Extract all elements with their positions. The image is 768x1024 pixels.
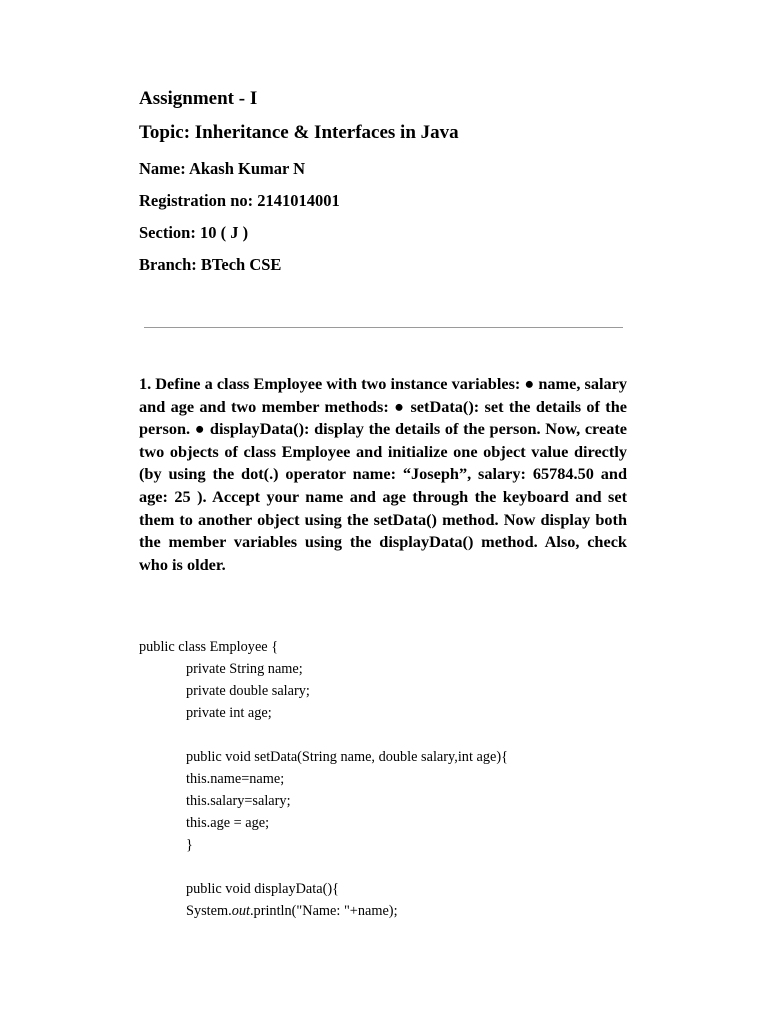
code-fragment-italic: out: [231, 903, 250, 919]
document-header: [139, 86, 629, 276]
code-blank-line: [139, 856, 639, 878]
code-line: public void displayData(){: [186, 881, 339, 897]
code-line: private int age;: [186, 705, 272, 721]
code-line: private String name;: [186, 661, 303, 677]
code-blank-line: [139, 724, 639, 746]
code-fragment: System.: [186, 903, 232, 919]
code-block: [139, 636, 639, 922]
horizontal-divider: [144, 327, 623, 328]
student-name: Name: Akash Kumar N: [139, 159, 306, 178]
code-line: [139, 900, 639, 922]
question-text: 1. Define a class Employee with two instance variables: ● name, salary and age and two member methods: ● setData(): set the details of the person. ● displayData(): display the details of the person. Now, create two objects of class Employee and initialize one object value directly (by using the dot(.) operator name: “Joseph”, salary: 65784.50 and age: 25 ). Accept your name and age through the keyboard and set them to another object using the setData() method. Now display both the member variables using the displayData() method. Also, check who is older.: [139, 374, 627, 574]
code-line: this.age = age;: [186, 815, 270, 831]
code-line: public void setData(String name, double salary,int age){: [186, 749, 508, 765]
branch-label: Branch: BTech CSE: [139, 255, 282, 274]
topic-heading: Topic: Inheritance & Interfaces in Java: [139, 122, 459, 143]
code-line: this.salary=salary;: [186, 793, 291, 809]
code-line: this.name=name;: [186, 771, 285, 787]
code-line: }: [186, 837, 193, 853]
code-line: private double salary;: [186, 683, 310, 699]
assignment-title: Assignment - I: [139, 88, 258, 109]
code-fragment: .println("Name: "+name);: [249, 903, 398, 919]
code-line: public class Employee {: [139, 639, 279, 655]
registration-number: Registration no: 2141014001: [139, 191, 340, 210]
section-label: Section: 10 ( J ): [139, 223, 249, 242]
